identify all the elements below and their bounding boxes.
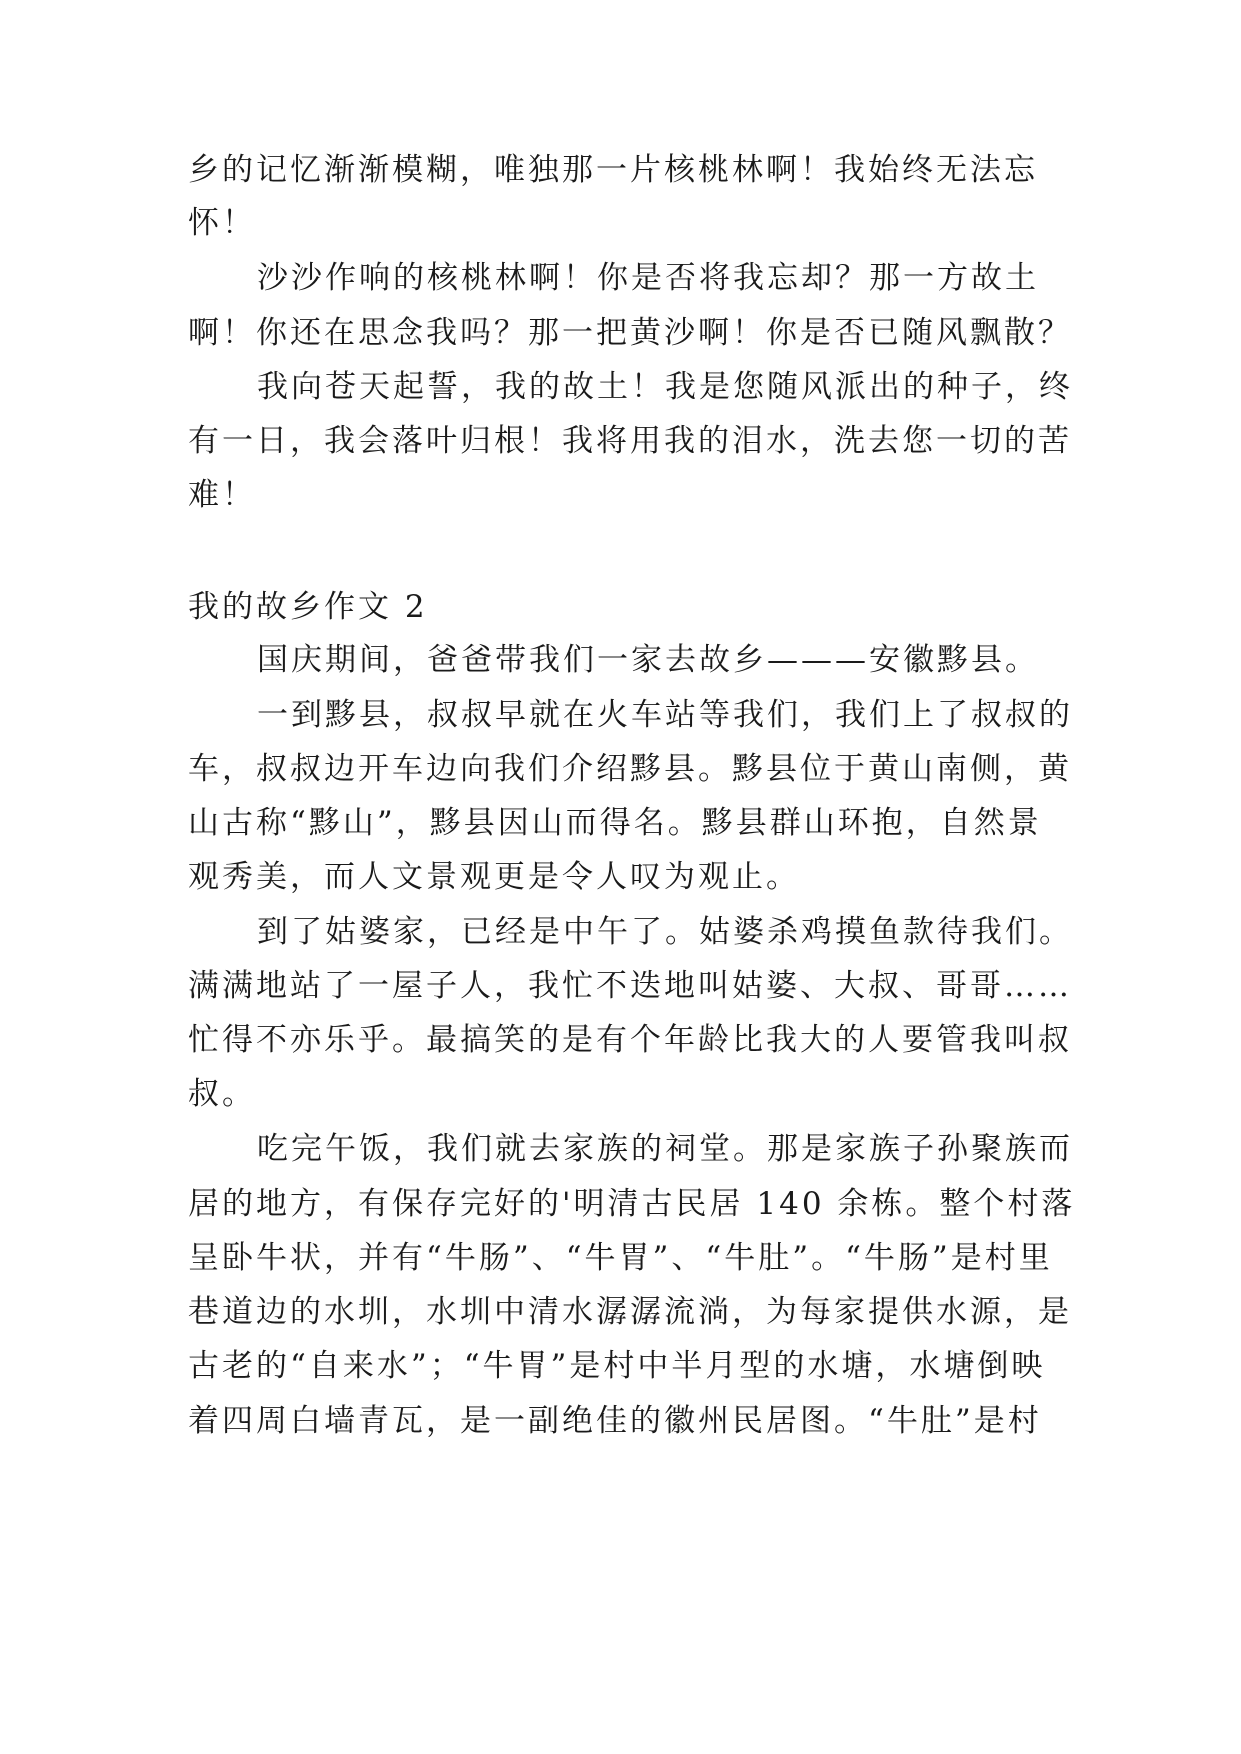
text-line: 有一日，我会落叶归根！我将用我的泪水，洗去您一切的苦 xyxy=(188,423,1072,459)
text-line: 巷道边的水圳，水圳中清水潺潺流淌，为每家提供水源，是 xyxy=(188,1294,1072,1330)
text-line: 呈卧牛状，并有“牛肠”、“牛胃”、“牛肚”。“牛肠”是村里 xyxy=(188,1240,1053,1276)
text-line: 车，叔叔边开车边向我们介绍黟县。黟县位于黄山南侧，黄 xyxy=(188,751,1072,787)
text-line: 乡的记忆渐渐模糊，唯独那一片核桃林啊！我始终无法忘 xyxy=(188,152,1038,188)
text-line: 一到黟县，叔叔早就在火车站等我们，我们上了叔叔的 xyxy=(257,697,1073,733)
text-line: 吃完午饭，我们就去家族的祠堂。那是家族子孙聚族而 xyxy=(257,1131,1073,1167)
text-line: 啊！你还在思念我吗？那一把黄沙啊！你是否已随风飘散？ xyxy=(188,315,1072,351)
text-line: 山古称“黟山”，黟县因山而得名。黟县群山环抱，自然景 xyxy=(188,805,1042,841)
text-line: 沙沙作响的核桃林啊！你是否将我忘却？那一方故土 xyxy=(257,260,1039,296)
text-line: 古老的“自来水”；“牛胃”是村中半月型的水塘，水塘倒映 xyxy=(188,1348,1046,1384)
text-line: 观秀美，而人文景观更是令人叹为观止。 xyxy=(188,859,800,895)
text-line: 叔。 xyxy=(188,1076,256,1112)
text-line: 到了姑婆家，已经是中午了。姑婆杀鸡摸鱼款待我们。 xyxy=(257,914,1073,950)
text-line: 着四周白墙青瓦，是一副绝佳的徽州民居图。“牛肚”是村 xyxy=(188,1403,1042,1439)
text-line: 我向苍天起誓，我的故土！我是您随风派出的种子，终 xyxy=(257,369,1073,405)
text-line: 满满地站了一屋子人，我忙不迭地叫姑婆、大叔、哥哥…… xyxy=(188,968,1072,1004)
text-line: 难！ xyxy=(188,477,256,513)
text-line: 居的地方，有保存完好的'明清古民居 140 余栋。整个村落 xyxy=(188,1186,1076,1222)
text-line: 怀！ xyxy=(188,205,256,241)
text-line: 国庆期间，爸爸带我们一家去故乡———安徽黟县。 xyxy=(257,642,1039,678)
text-line: 忙得不亦乐乎。最搞笑的是有个年龄比我大的人要管我叫叔 xyxy=(188,1022,1072,1058)
section-heading: 我的故乡作文 2 xyxy=(188,589,428,625)
